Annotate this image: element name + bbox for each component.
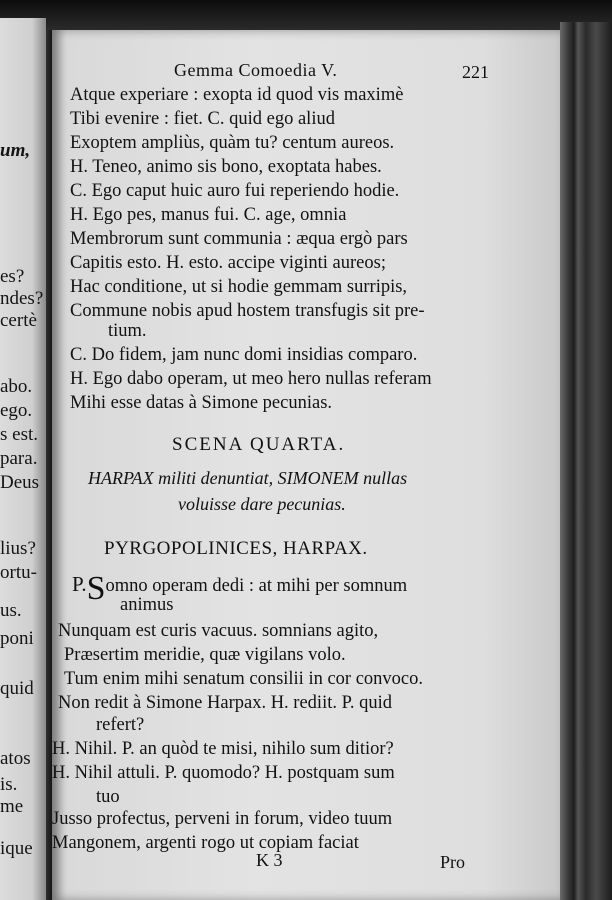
scene-argument-line-2: voluisse dare pecunias. xyxy=(178,494,346,514)
drop-cap: S xyxy=(86,570,106,607)
scene-title: SCENA QUARTA. xyxy=(172,434,346,455)
dramatis-personae: PYRGOPOLINICES, HARPAX. xyxy=(104,538,368,559)
dialogue-line: Mihi esse datas à Simone pecunias. xyxy=(70,393,333,413)
dialogue-line: Tibi evenire : fiet. C. quid ego aliud xyxy=(70,109,335,129)
facing-page-fragment-line: s est. xyxy=(0,424,38,445)
first-speech-text: omno operam dedi : at mihi per somnum xyxy=(105,576,408,596)
dialogue-line: C. Ego caput huic auro fui reperiendo hodie. xyxy=(70,181,400,201)
dialogue-line: H. Ego pes, manus fui. C. age, omnia xyxy=(70,205,347,225)
facing-page-fragment-line: Deus xyxy=(0,472,40,493)
catchword: Pro xyxy=(440,852,466,872)
facing-page-fragment-line: me xyxy=(0,796,24,817)
facing-page-fragment-line: ique xyxy=(0,838,33,859)
dialogue-line: Mangonem, argenti rogo ut copiam faciat xyxy=(52,833,359,853)
facing-page-fragment-line: ndes? xyxy=(0,288,44,309)
facing-page-fragment-line: certè xyxy=(0,310,37,331)
facing-page-fragment-line: poni xyxy=(0,628,34,649)
dialogue-line: tuo xyxy=(96,787,120,807)
page-edges xyxy=(560,22,612,900)
signature-mark: K 3 xyxy=(256,850,283,870)
top-shadow xyxy=(0,0,612,30)
dialogue-line: Tum enim mihi senatum consilii in cor convoco. xyxy=(64,669,424,689)
dialogue-line: Hac conditione, ut si hodie gemmam surripis, xyxy=(70,277,408,297)
page-number: 221 xyxy=(462,62,489,82)
facing-page-fragment xyxy=(0,18,46,900)
first-speech-continuation: animus xyxy=(120,595,174,615)
facing-page-fragment-line: us. xyxy=(0,600,22,621)
dialogue-line: Commune nobis apud hostem transfugis sit pre- xyxy=(70,301,425,321)
facing-page-fragment-line: atos xyxy=(0,748,31,769)
scene-argument-line-1: HARPAX militi denuntiat, SIMONEM nullas xyxy=(88,468,408,488)
dialogue-line: Atque experiare : exopta id quod vis maximè xyxy=(70,85,404,105)
facing-page-fragment-line: lius? xyxy=(0,538,36,559)
facing-page-fragment-line: abo. xyxy=(0,376,33,397)
facing-page-fragment-line: ego. xyxy=(0,400,33,421)
dialogue-line: H. Nihil. P. an quòd te misi, nihilo sum ditior? xyxy=(52,739,394,759)
dialogue-line: tium. xyxy=(108,321,147,341)
facing-page-fragment-line: is. xyxy=(0,774,18,795)
dialogue-line: Jusso profectus, perveni in forum, video tuum xyxy=(52,809,393,829)
facing-page-fragment-line: para. xyxy=(0,448,38,469)
dialogue-line: Capitis esto. H. esto. accipe viginti aureos; xyxy=(70,253,386,273)
dialogue-line: Membrorum sunt communia : æqua ergò pars xyxy=(70,229,408,249)
speaker-label: P. xyxy=(72,572,87,596)
dialogue-line: H. Teneo, animo sis bono, exoptata habes. xyxy=(70,157,382,177)
dialogue-line: Nunquam est curis vacuus. somnians agito, xyxy=(58,621,379,641)
facing-page-fragment-line: ortu- xyxy=(0,562,37,583)
dialogue-line: H. Ego dabo operam, ut meo hero nullas referam xyxy=(70,369,432,389)
facing-page-fragment-line: es? xyxy=(0,266,25,287)
facing-page-fragment-line: quid xyxy=(0,678,34,699)
dialogue-line: Non redit à Simone Harpax. H. rediit. P. quid xyxy=(58,693,392,713)
running-head-title: Gemma Comoedia V. xyxy=(174,60,338,80)
dialogue-line: refert? xyxy=(96,715,145,735)
facing-page-fragment-line: um, xyxy=(0,140,31,161)
dialogue-line: Præsertim meridie, quæ vigilans volo. xyxy=(64,645,346,665)
dialogue-line: C. Do fidem, jam nunc domi insidias comparo. xyxy=(70,345,418,365)
dialogue-line: H. Nihil attuli. P. quomodo? H. postquam sum xyxy=(52,763,395,783)
dialogue-line: Exoptem ampliùs, quàm tu? centum aureos. xyxy=(70,133,395,153)
